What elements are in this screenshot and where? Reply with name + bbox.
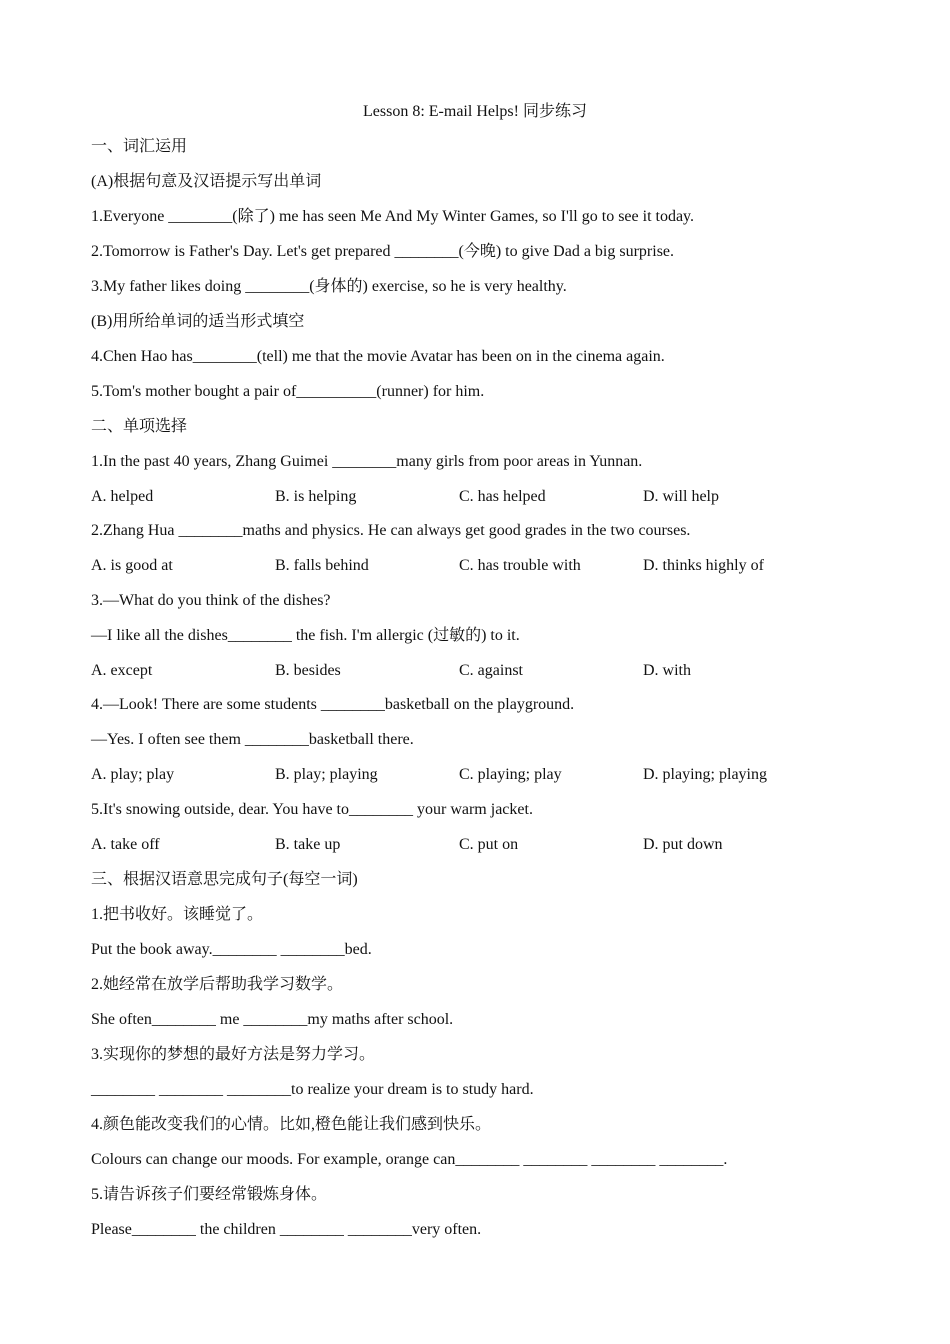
sentence-4-english: Colours can change our moods. For example, orange can________ ________ ________ ________. <box>91 1151 728 1168</box>
option-a: A. except <box>91 662 153 679</box>
mc-question-3-options <box>91 661 871 681</box>
sentence-1-chinese: 1.把书收好。该睡觉了。 <box>91 906 264 923</box>
vocab-question-5: 5.Tom's mother bought a pair of__________(runner) for him. <box>91 383 485 400</box>
section-heading-complete-sentences: 三、根据汉语意思完成句子(每空一词) <box>91 871 358 888</box>
option-d: D. thinks highly of <box>643 557 764 574</box>
option-c: C. against <box>459 662 523 679</box>
option-b: B. falls behind <box>275 557 369 574</box>
option-d: D. playing; playing <box>643 766 767 783</box>
mc-question-1-stem: 1.In the past 40 years, Zhang Guimei ________many girls from poor areas in Yunnan. <box>91 453 643 470</box>
option-a: A. take off <box>91 836 160 853</box>
page-title: Lesson 8: E-mail Helps! 同步练习 <box>363 103 587 120</box>
vocab-question-2: 2.Tomorrow is Father's Day. Let's get prepared ________(今晚) to give Dad a big surprise. <box>91 243 675 260</box>
option-d: D. put down <box>643 836 723 853</box>
option-a: A. is good at <box>91 557 173 574</box>
option-a: A. helped <box>91 488 154 505</box>
sentence-2-english: She often________ me ________my maths after school. <box>91 1011 454 1028</box>
option-c: C. put on <box>459 836 519 853</box>
vocab-question-3: 3.My father likes doing ________(身体的) exercise, so he is very healthy. <box>91 278 567 295</box>
part-b-instruction: (B)用所给单词的适当形式填空 <box>91 313 305 330</box>
sentence-4-chinese: 4.颜色能改变我们的心情。比如,橙色能让我们感到快乐。 <box>91 1116 492 1133</box>
option-c: C. playing; play <box>459 766 562 783</box>
vocab-question-1: 1.Everyone ________(除了) me has seen Me And My Winter Games, so I'll go to see it today. <box>91 208 695 225</box>
section-heading-multiple-choice: 二、单项选择 <box>91 418 188 435</box>
sentence-5-chinese: 5.请告诉孩子们要经常锻炼身体。 <box>91 1186 328 1203</box>
sentence-3-chinese: 3.实现你的梦想的最好方法是努力学习。 <box>91 1046 376 1063</box>
option-d: D. will help <box>643 488 719 505</box>
option-c: C. has helped <box>459 488 546 505</box>
mc-question-4-stem-2: —Yes. I often see them ________basketball there. <box>91 731 414 748</box>
option-d: D. with <box>643 662 691 679</box>
option-b: B. play; playing <box>275 766 378 783</box>
mc-question-3-stem-2: —I like all the dishes________ the fish. I'm allergic (过敏的) to it. <box>91 627 520 644</box>
option-b: B. besides <box>275 662 341 679</box>
sentence-5-english: Please________ the children ________ ________very often. <box>91 1221 482 1238</box>
mc-question-5-stem: 5.It's snowing outside, dear. You have to________ your warm jacket. <box>91 801 533 818</box>
mc-question-4-options <box>91 765 871 785</box>
option-c: C. has trouble with <box>459 557 581 574</box>
part-a-instruction: (A)根据句意及汉语提示写出单词 <box>91 173 322 190</box>
vocab-question-4: 4.Chen Hao has________(tell) me that the movie Avatar has been on in the cinema again. <box>91 348 665 365</box>
mc-question-5-options <box>91 835 871 855</box>
option-b: B. take up <box>275 836 341 853</box>
option-a: A. play; play <box>91 766 175 783</box>
mc-question-2-options <box>91 556 871 576</box>
mc-question-4-stem-1: 4.—Look! There are some students ________basketball on the playground. <box>91 696 575 713</box>
sentence-2-chinese: 2.她经常在放学后帮助我学习数学。 <box>91 976 344 993</box>
mc-question-3-stem-1: 3.—What do you think of the dishes? <box>91 592 331 609</box>
option-b: B. is helping <box>275 488 357 505</box>
sentence-3-english: ________ ________ ________to realize your dream is to study hard. <box>91 1081 534 1098</box>
section-heading-vocabulary: 一、词汇运用 <box>91 138 188 155</box>
sentence-1-english: Put the book away.________ ________bed. <box>91 941 372 958</box>
mc-question-2-stem: 2.Zhang Hua ________maths and physics. He can always get good grades in the two courses. <box>91 522 691 539</box>
mc-question-1-options <box>91 487 871 507</box>
